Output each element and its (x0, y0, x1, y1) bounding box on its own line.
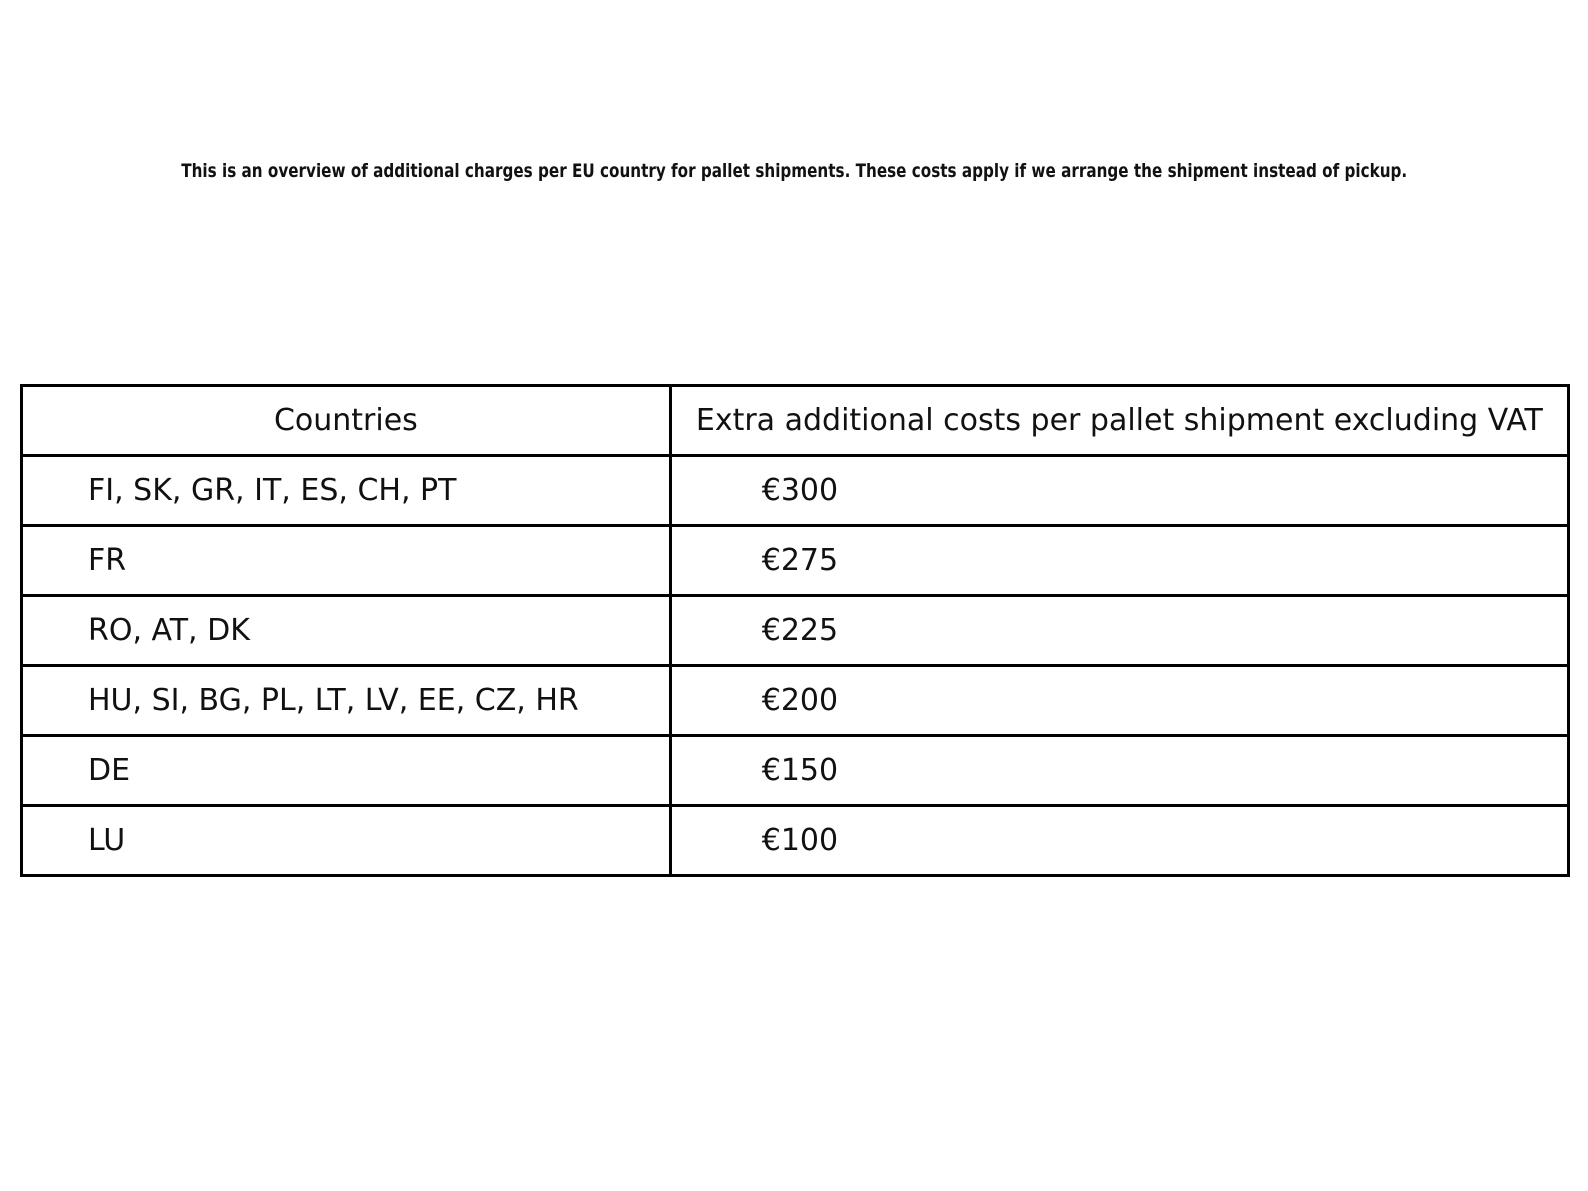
cost-cell: €150 (761, 752, 839, 788)
countries-cell: LU (23, 807, 672, 874)
table-row (23, 667, 1567, 737)
table-row (23, 457, 1567, 527)
countries-cell: FI, SK, GR, IT, ES, CH, PT (23, 457, 672, 524)
countries-cell: HU, SI, BG, PL, LT, LV, EE, CZ, HR (23, 667, 672, 734)
table-row (23, 737, 1567, 807)
intro-banner (0, 159, 1588, 183)
charges-table (20, 384, 1570, 877)
intro-text: This is an overview of additional charges per EU country for pallet shipments. These costs apply if we arrange the shipment instead of pickup. (181, 160, 1407, 182)
table-row (23, 527, 1567, 597)
column-header-countries: Countries (23, 387, 672, 454)
cost-cell: €100 (761, 822, 839, 858)
column-header-costs: Extra additional costs per pallet shipment excluding VAT (695, 402, 1543, 438)
cost-cell: €225 (761, 612, 839, 648)
table-header-row (23, 387, 1567, 457)
cost-cell: €275 (761, 542, 839, 578)
table-row (23, 807, 1567, 874)
countries-cell: DE (23, 737, 672, 804)
countries-cell: RO, AT, DK (23, 597, 672, 664)
countries-cell: FR (23, 527, 672, 594)
table-row (23, 597, 1567, 667)
cost-cell: €300 (761, 472, 839, 508)
cost-cell: €200 (761, 682, 839, 718)
